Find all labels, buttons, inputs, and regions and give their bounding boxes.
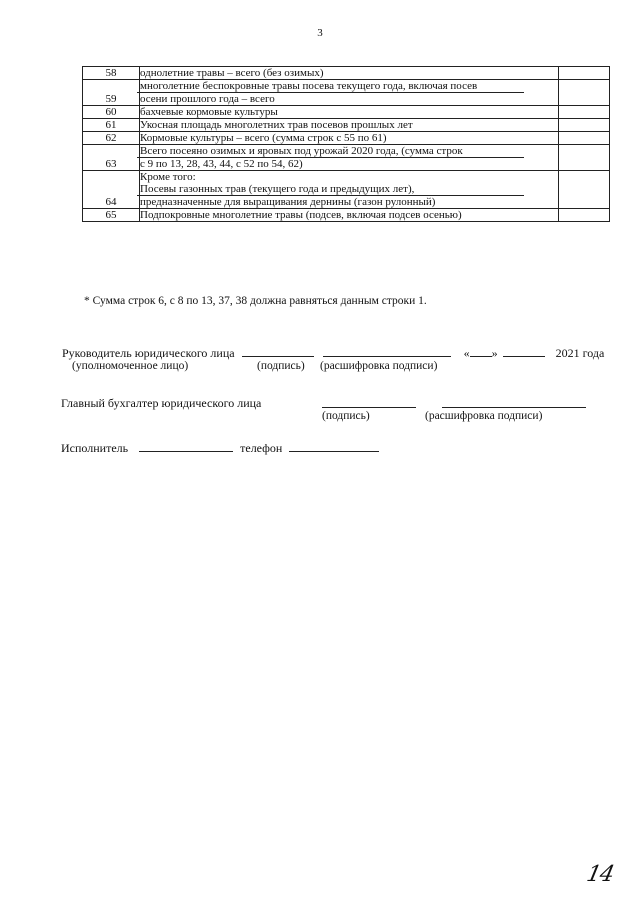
footnote: * Сумма строк 6, с 8 по 13, 37, 38 должна равняться данным строки 1. xyxy=(84,295,427,307)
table-row xyxy=(83,67,610,80)
phone-label: телефон xyxy=(240,441,283,455)
row-number: 58 xyxy=(83,67,140,80)
head-role-label: (уполномоченное лицо) xyxy=(72,360,189,372)
head-signature-line xyxy=(62,345,604,361)
accountant-signature-blank[interactable] xyxy=(322,396,416,408)
row-number: 59 xyxy=(83,80,140,106)
row-number: 63 xyxy=(83,145,140,171)
crop-area-table xyxy=(82,66,610,222)
head-signature-sublabel: (подпись) xyxy=(257,360,305,372)
accountant-signature-sublabel: (подпись) xyxy=(322,410,370,422)
description-line: Подпокровные многолетние травы (подсев, включая подсев осенью) xyxy=(140,209,462,221)
month-blank[interactable] xyxy=(503,345,545,357)
day-blank[interactable] xyxy=(470,345,492,357)
table-row xyxy=(83,119,610,132)
accountant-label: Главный бухгалтер юридического лица xyxy=(61,396,262,410)
description-line: Кормовые культуры – всего (сумма строк с 55 по 61) xyxy=(140,132,387,144)
value-cell[interactable] xyxy=(559,67,610,80)
value-cell[interactable] xyxy=(559,132,610,145)
table-row xyxy=(83,80,610,106)
page-number: 3 xyxy=(317,27,323,39)
table-row xyxy=(83,145,610,171)
year-text: 2021 года xyxy=(555,346,605,360)
description-line: многолетние беспокровные травы посева текущего года, включая посев xyxy=(137,80,524,93)
row-description xyxy=(140,119,559,132)
description-line: бахчевые кормовые культуры xyxy=(140,106,278,118)
row-description xyxy=(140,145,559,171)
description-line: Кроме того: xyxy=(140,171,196,183)
head-label: Руководитель юридического лица xyxy=(62,346,235,360)
description-line: Всего посеяно озимых и яровых под урожай 2020 года, (сумма строк xyxy=(137,145,524,158)
table-body xyxy=(83,67,610,222)
description-line: Укосная площадь многолетних трав посевов прошлых лет xyxy=(140,119,413,131)
row-number: 60 xyxy=(83,106,140,119)
value-cell[interactable] xyxy=(559,106,610,119)
value-cell[interactable] xyxy=(559,145,610,171)
table-row xyxy=(83,106,610,119)
description-line: однолетние травы – всего (без озимых) xyxy=(140,67,324,79)
description-line: с 9 по 13, 28, 43, 44, с 52 по 54, 62) xyxy=(140,158,303,170)
row-number: 64 xyxy=(83,171,140,209)
executor-line xyxy=(61,440,379,456)
row-description xyxy=(140,209,559,222)
table-row xyxy=(83,209,610,222)
description-line: Посевы газонных трав (текущего года и предыдущих лет), xyxy=(137,183,524,196)
quote-open: « xyxy=(463,346,470,360)
description-line: осени прошлого года – всего xyxy=(140,93,275,105)
value-cell[interactable] xyxy=(559,80,610,106)
executor-label: Исполнитель xyxy=(61,441,129,455)
row-number: 61 xyxy=(83,119,140,132)
phone-blank[interactable] xyxy=(289,440,379,452)
accountant-decoding-blank[interactable] xyxy=(442,396,586,408)
value-cell[interactable] xyxy=(559,171,610,209)
value-cell[interactable] xyxy=(559,119,610,132)
handwritten-page-mark: 14 xyxy=(584,862,616,887)
head-signature-blank[interactable] xyxy=(242,345,314,357)
row-number: 65 xyxy=(83,209,140,222)
table-row xyxy=(83,171,610,209)
executor-blank[interactable] xyxy=(139,440,233,452)
accountant-decoding-sublabel: (расшифровка подписи) xyxy=(425,410,543,422)
row-number: 62 xyxy=(83,132,140,145)
description-line: предназначенные для выращивания дернины (газон рулонный) xyxy=(140,196,436,208)
row-description xyxy=(140,106,559,119)
table-row xyxy=(83,132,610,145)
row-description xyxy=(140,132,559,145)
row-description xyxy=(140,67,559,80)
row-description xyxy=(140,171,559,209)
value-cell[interactable] xyxy=(559,209,610,222)
head-decoding-sublabel: (расшифровка подписи) xyxy=(320,360,438,372)
quote-close: » xyxy=(491,346,498,360)
head-decoding-blank[interactable] xyxy=(323,345,451,357)
row-description xyxy=(140,80,559,106)
